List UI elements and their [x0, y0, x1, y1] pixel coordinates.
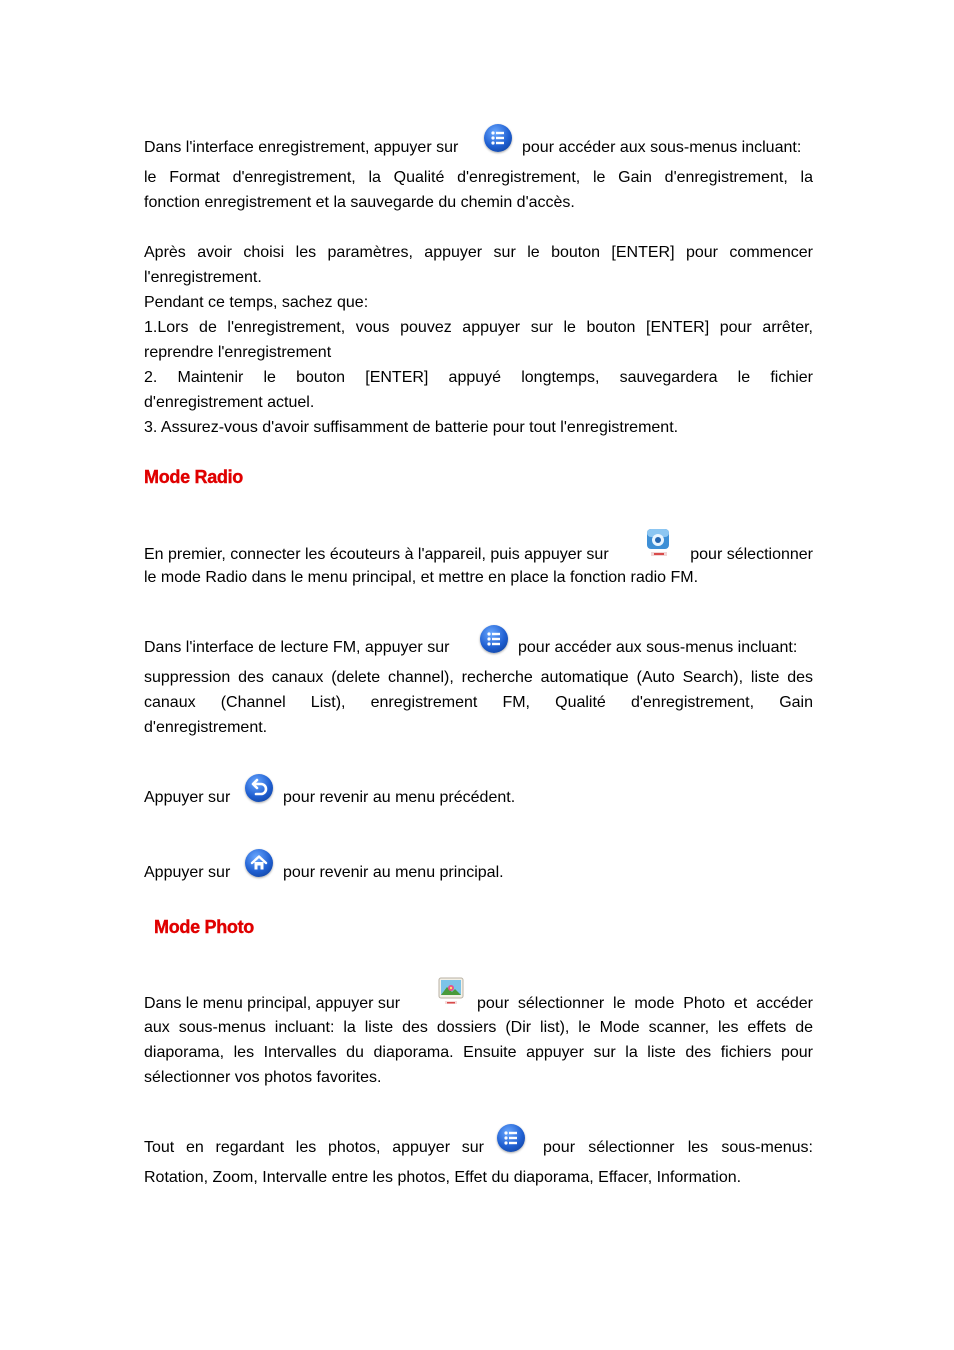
home-icon[interactable] [245, 849, 273, 877]
radio-p2-line2: suppression des canaux (delete channel), recherche automatique (Auto Search), liste des [144, 669, 813, 686]
radio-p2-text-b: pour accéder aux sous-menus incluant: [518, 639, 798, 656]
photo-p2-line1 [144, 1135, 484, 1160]
radio-p2-line4: d'enregistrement. [144, 719, 268, 736]
para1-line1b [522, 135, 813, 160]
para2-line3: Pendant ce temps, sachez que: [144, 294, 369, 311]
photo-p1-text-a: Dans le menu principal, appuyer sur [144, 995, 401, 1012]
photo-p2-text-a: Tout en regardant les photos, appuyer sur [144, 1139, 484, 1156]
photo-p1-line4: sélectionner vos photos favorites. [144, 1069, 382, 1086]
radio-app-icon[interactable] [644, 527, 674, 559]
photo-p1-line2: aux sous-menus incluant: la liste des dossiers (Dir list), le Mode scanner, les effets de [144, 1019, 813, 1036]
radio-p1-line1b [684, 542, 813, 567]
radio-home-text-a: Appuyer sur [144, 864, 231, 881]
radio-p1-text-b: pour sélectionner [690, 546, 813, 563]
para2-line6: 2. Maintenir le bouton [ENTER] appuyé longtemps, sauvegardera le fichier [144, 369, 813, 386]
radio-back-line-b [283, 785, 683, 810]
menu-list-icon[interactable] [480, 625, 508, 653]
radio-p1-text-a: En premier, connecter les écouteurs à l'appareil, puis appuyer sur [144, 546, 609, 563]
radio-back-text-a: Appuyer sur [144, 789, 231, 806]
para2-line1: Après avoir choisi les paramètres, appuyer sur le bouton [ENTER] pour commencer [144, 244, 813, 261]
radio-p2-line1b [518, 635, 813, 660]
radio-back-text-b: pour revenir au menu précédent. [283, 789, 516, 806]
photo-p1-text-b: pour sélectionner le mode Photo et accéder [477, 995, 813, 1012]
para1-line2: le Format d'enregistrement, la Qualité d'enregistrement, le Gain d'enregistrement, la [144, 169, 813, 186]
photo-p2-line1b [543, 1135, 813, 1160]
para2-line5: reprendre l'enregistrement [144, 344, 332, 361]
photo-p1-line1b [477, 991, 813, 1016]
section-heading-radio: Mode Radio [144, 467, 243, 487]
para2-line8: 3. Assurez-vous d'avoir suffisamment de batterie pour tout l'enregistrement. [144, 419, 679, 436]
para1-text-b: pour accéder aux sous-menus incluant: [522, 139, 802, 156]
back-arrow-icon[interactable] [245, 774, 273, 802]
radio-p2-text-a: Dans l'interface de lecture FM, appuyer sur [144, 639, 450, 656]
section-heading-photo: Mode Photo [154, 917, 254, 937]
photo-app-icon[interactable] [436, 976, 466, 1008]
para1-line3: fonction enregistrement et la sauvegarde du chemin d'accès. [144, 194, 575, 211]
para2-line4: 1.Lors de l'enregistrement, vous pouvez appuyer sur le bouton [ENTER] pour arrêter, [144, 319, 813, 336]
radio-home-line-b [283, 860, 683, 885]
photo-p1-line3: diaporama, les Intervalles du diaporama. Ensuite appuyer sur la liste des fichiers pour [144, 1044, 813, 1061]
radio-home-text-b: pour revenir au menu principal. [283, 864, 504, 881]
radio-p2-line3: canaux (Channel List), enregistrement FM, Qualité d'enregistrement, Gain [144, 694, 813, 711]
para2-line2: l'enregistrement. [144, 269, 262, 286]
para2-line7: d'enregistrement actuel. [144, 394, 315, 411]
radio-p1-line2: le mode Radio dans le menu principal, et mettre en place la fonction radio FM. [144, 569, 699, 586]
menu-list-icon[interactable] [484, 124, 512, 152]
menu-list-icon[interactable] [497, 1124, 525, 1152]
photo-p2-line2: Rotation, Zoom, Intervalle entre les photos, Effet du diaporama, Effacer, Information. [144, 1169, 742, 1186]
photo-p2-text-b: pour sélectionner les sous-menus: [543, 1139, 813, 1156]
para1-text-a: Dans l'interface enregistrement, appuyer sur [144, 139, 459, 156]
